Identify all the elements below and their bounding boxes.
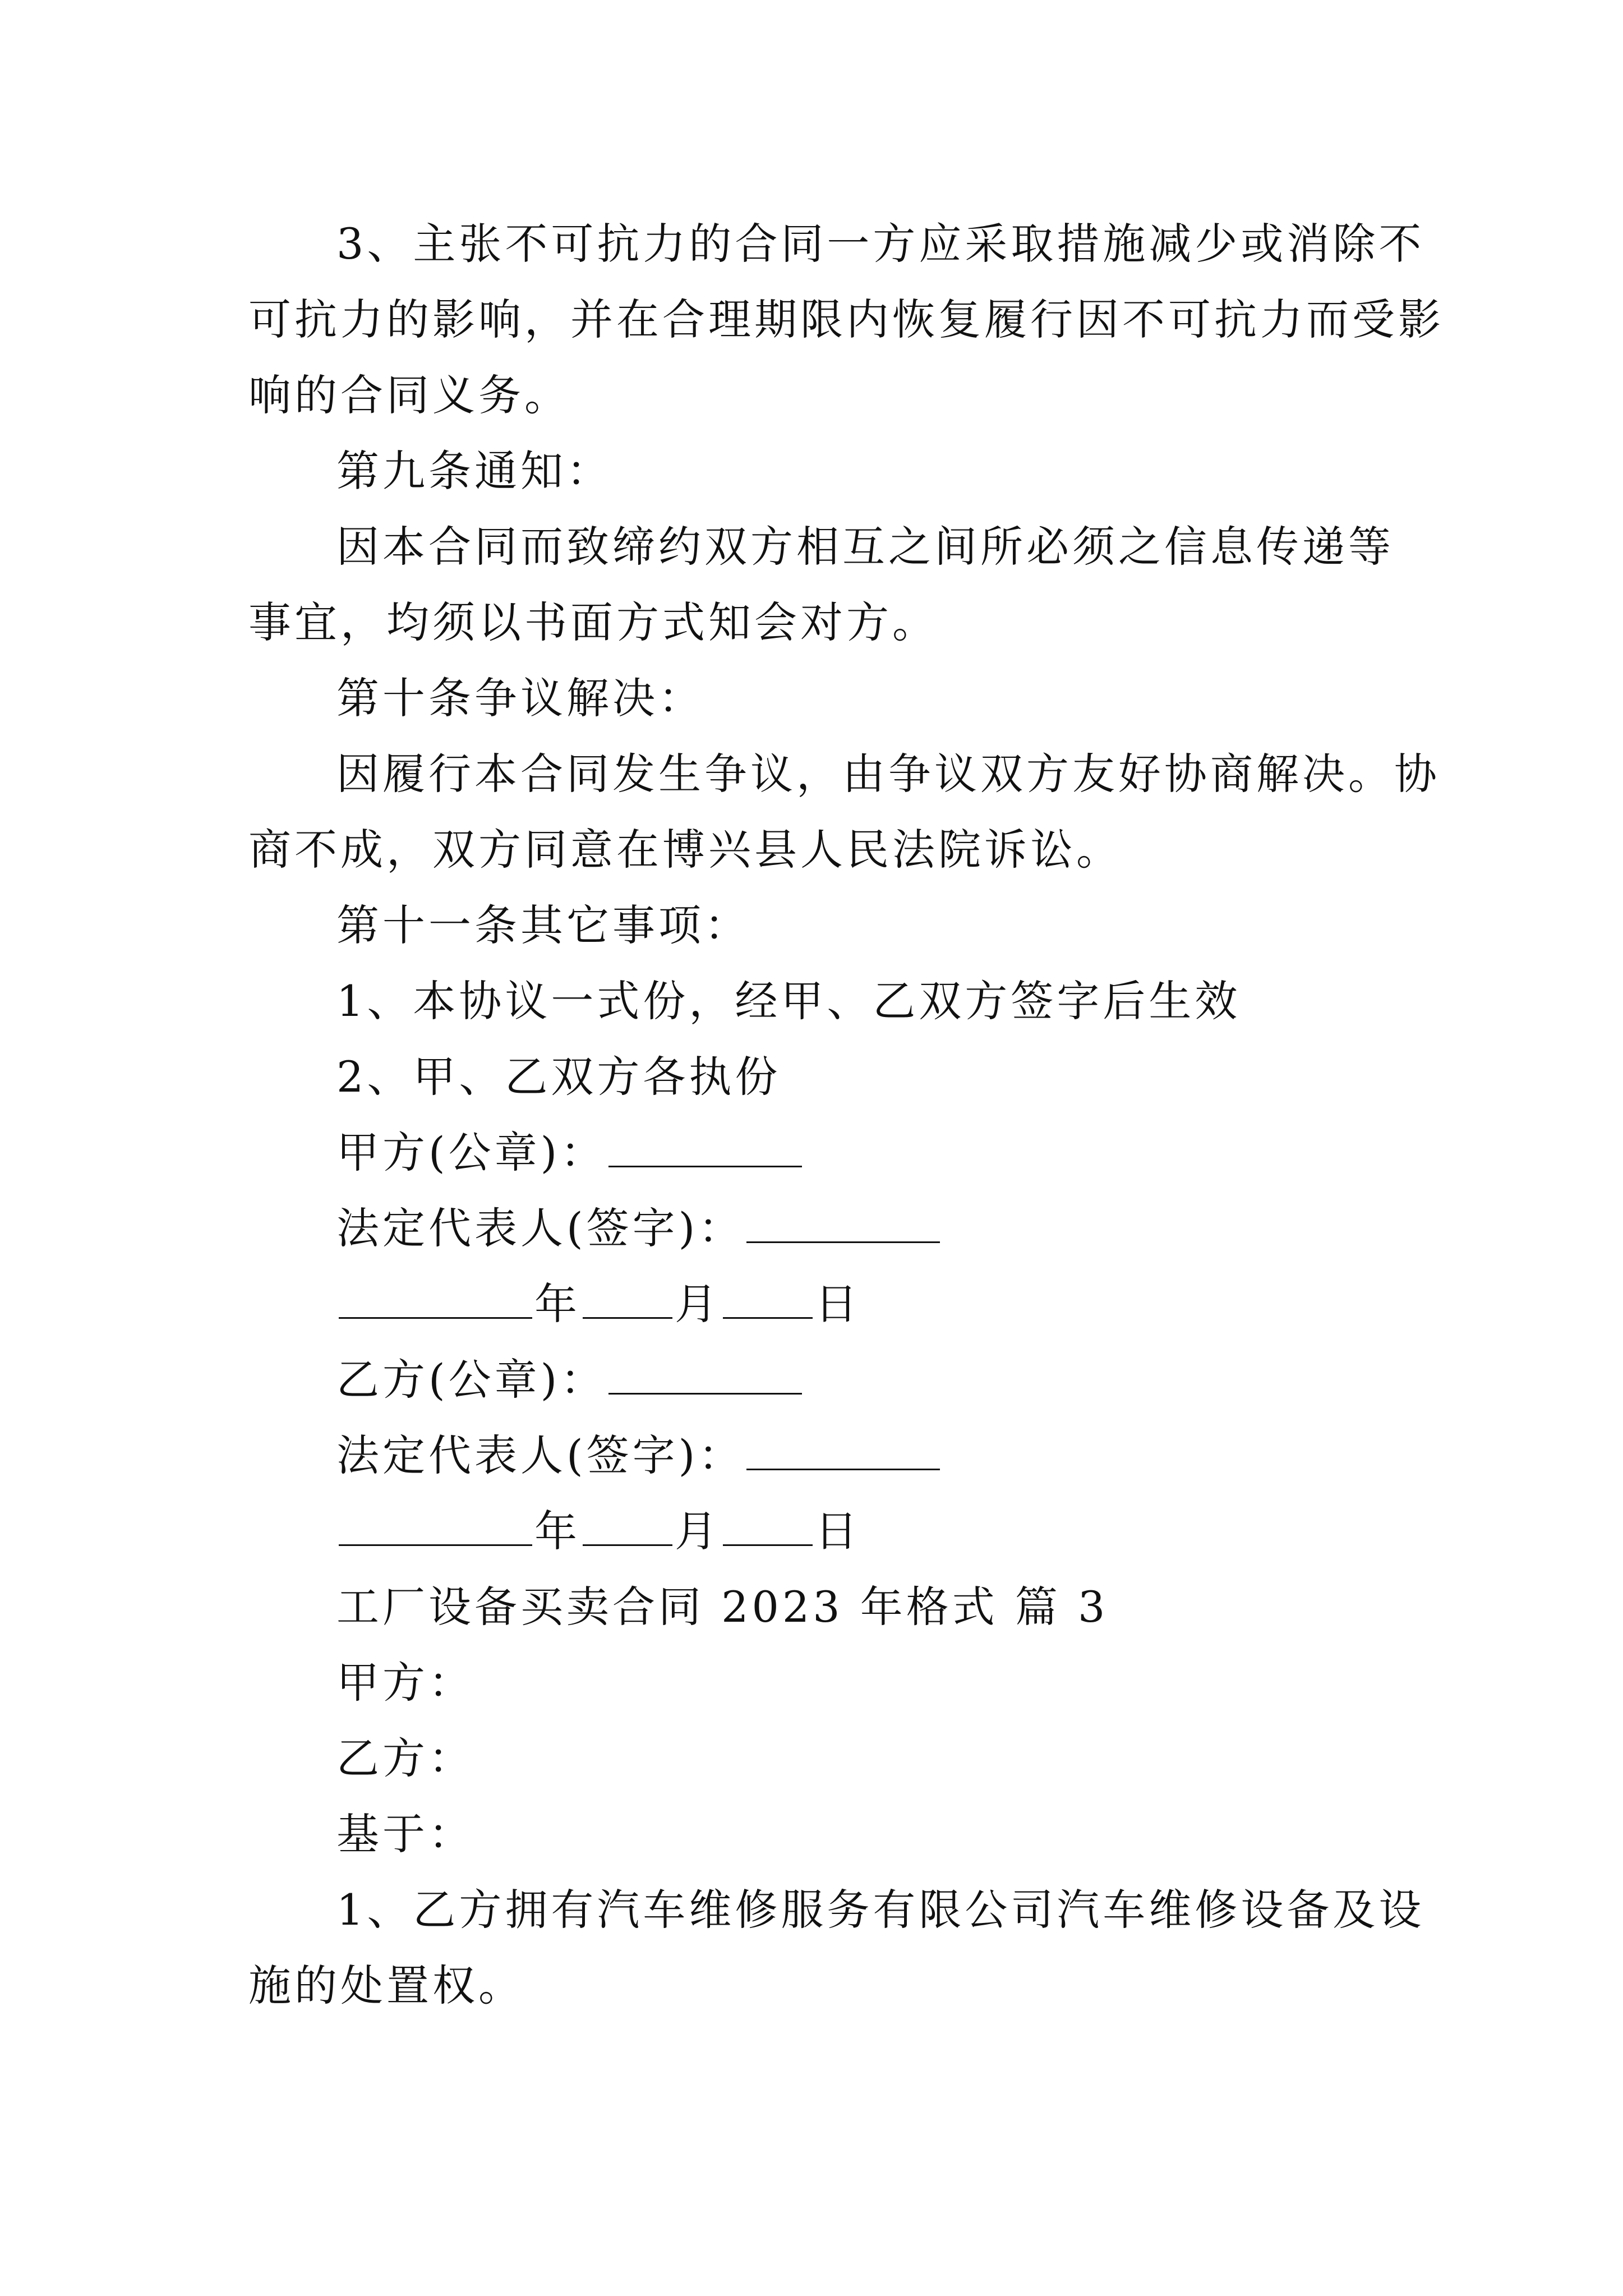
section-title: 工厂设备买卖合同 2023 年格式 篇 3 xyxy=(336,1582,1109,1632)
signature-line-party-b-seal xyxy=(336,1352,1475,1408)
paragraph-line: 3、主张不可抗力的合同一方应采取措施减少或消除不 xyxy=(336,219,1425,269)
paragraph-line: 2、甲、乙双方各执份 xyxy=(336,1052,781,1102)
month-label: 月 xyxy=(675,1506,721,1556)
month-blank xyxy=(583,1278,672,1319)
paragraph-line: 可抗力的影响，并在合理期限内恢复履行因不可抗力而受影 xyxy=(248,295,1444,344)
year-label: 年 xyxy=(534,1506,580,1556)
day-label: 日 xyxy=(815,1506,861,1556)
day-blank xyxy=(723,1505,813,1546)
year-label: 年 xyxy=(534,1279,580,1329)
month-label: 月 xyxy=(675,1279,721,1329)
year-blank xyxy=(339,1505,532,1546)
article-heading: 第十条争议解决： xyxy=(336,673,704,723)
based-on-label: 基于： xyxy=(336,1809,474,1859)
party-a-seal-label: 甲方(公章)： xyxy=(336,1128,607,1177)
year-blank xyxy=(339,1278,532,1319)
party-a-label: 甲方： xyxy=(336,1658,474,1708)
paragraph-line: 1、乙方拥有汽车维修服务有限公司汽车维修设备及设 xyxy=(336,1885,1425,1935)
party-b-label: 乙方： xyxy=(336,1733,474,1783)
party-a-rep-label: 法定代表人(签字)： xyxy=(336,1203,745,1253)
article-heading: 第十一条其它事项： xyxy=(336,900,750,950)
day-blank xyxy=(723,1278,813,1319)
party-b-seal-label: 乙方(公章)： xyxy=(336,1355,607,1405)
paragraph-line: 商不成，双方同意在博兴县人民法院诉讼。 xyxy=(248,825,1122,875)
party-b-rep-blank xyxy=(746,1429,940,1470)
paragraph-line: 事宜，均须以书面方式知会对方。 xyxy=(248,597,938,647)
paragraph-line: 施的处置权。 xyxy=(248,1961,524,2010)
signature-line-party-a-seal xyxy=(336,1125,1475,1181)
party-a-seal-blank xyxy=(608,1126,802,1167)
party-b-rep-label: 法定代表人(签字)： xyxy=(336,1430,745,1480)
signature-line-party-a-rep xyxy=(336,1200,1475,1257)
date-line-party-b xyxy=(336,1503,1475,1559)
article-heading: 第九条通知： xyxy=(336,446,612,496)
party-a-rep-blank xyxy=(746,1202,940,1243)
month-blank xyxy=(583,1505,672,1546)
paragraph-line: 1、本协议一式份，经甲、乙双方签字后生效 xyxy=(336,976,1241,1026)
paragraph-line: 因履行本合同发生争议，由争议双方友好协商解决。协 xyxy=(336,749,1440,799)
signature-line-party-b-rep xyxy=(336,1428,1475,1484)
paragraph-line: 响的合同义务。 xyxy=(248,370,570,420)
date-line-party-a xyxy=(336,1276,1475,1332)
party-b-seal-blank xyxy=(608,1354,802,1395)
day-label: 日 xyxy=(815,1279,861,1329)
paragraph-line: 因本合同而致缔约双方相互之间所必须之信息传递等 xyxy=(336,522,1394,572)
